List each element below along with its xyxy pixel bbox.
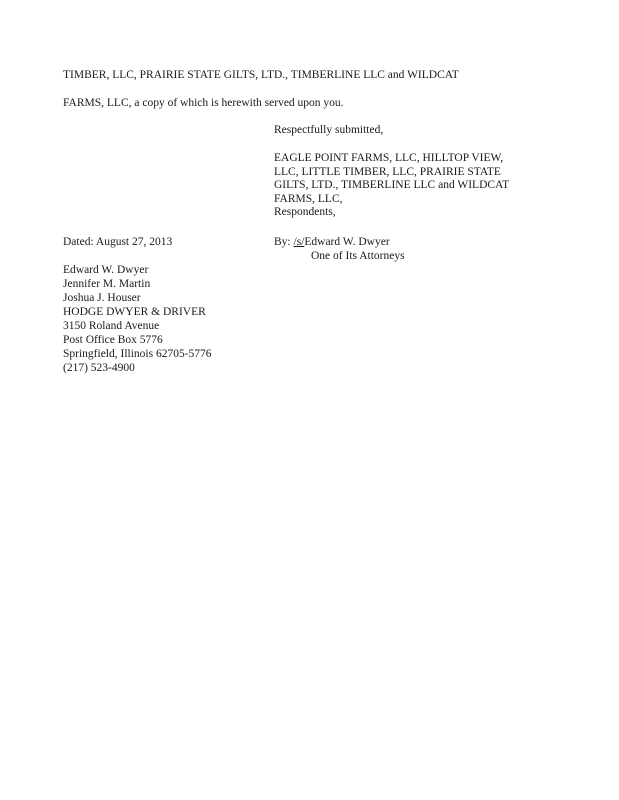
counsel-line: HODGE DWYER & DRIVER: [63, 306, 206, 318]
signer-name: Edward W. Dwyer: [304, 236, 390, 248]
counsel-line: Jennifer M. Martin: [63, 278, 151, 290]
counsel-line: Springfield, Illinois 62705-5776: [63, 348, 212, 360]
counsel-line: Joshua J. Houser: [63, 292, 141, 304]
counsel-line: 3150 Roland Avenue: [63, 320, 160, 332]
counsel-line: Edward W. Dwyer: [63, 264, 149, 276]
party-line: FARMS, LLC,: [274, 192, 343, 205]
party-line: EAGLE POINT FARMS, LLC, HILLTOP VIEW,: [274, 152, 504, 164]
signature-block: [274, 123, 574, 220]
electronic-signature-mark: /s/: [293, 236, 305, 248]
body-text-line-2: FARMS, LLC, a copy of which is herewith served upon you.: [63, 97, 344, 109]
counsel-line: (217) 523-4900: [63, 362, 135, 374]
party-line: Respondents,: [274, 206, 336, 218]
closing-text: Respectfully submitted,: [274, 124, 384, 136]
party-line: GILTS, LTD., TIMBERLINE LLC and WILDCAT: [274, 179, 510, 191]
party-line: LLC, LITTLE TIMBER, LLC, PRAIRIE STATE: [274, 165, 501, 178]
attorney-title: One of Its Attorneys: [311, 250, 405, 262]
counsel-line: Post Office Box 5776: [63, 334, 163, 346]
by-prefix: By:: [274, 236, 294, 248]
date-line: Dated: August 27, 2013: [63, 236, 173, 248]
body-text-line-1: TIMBER, LLC, PRAIRIE STATE GILTS, LTD., TIMBERLINE LLC and WILDCAT: [63, 69, 459, 81]
by-signature-line: [274, 235, 390, 249]
counsel-block: [63, 263, 212, 375]
party-names: [274, 152, 574, 220]
